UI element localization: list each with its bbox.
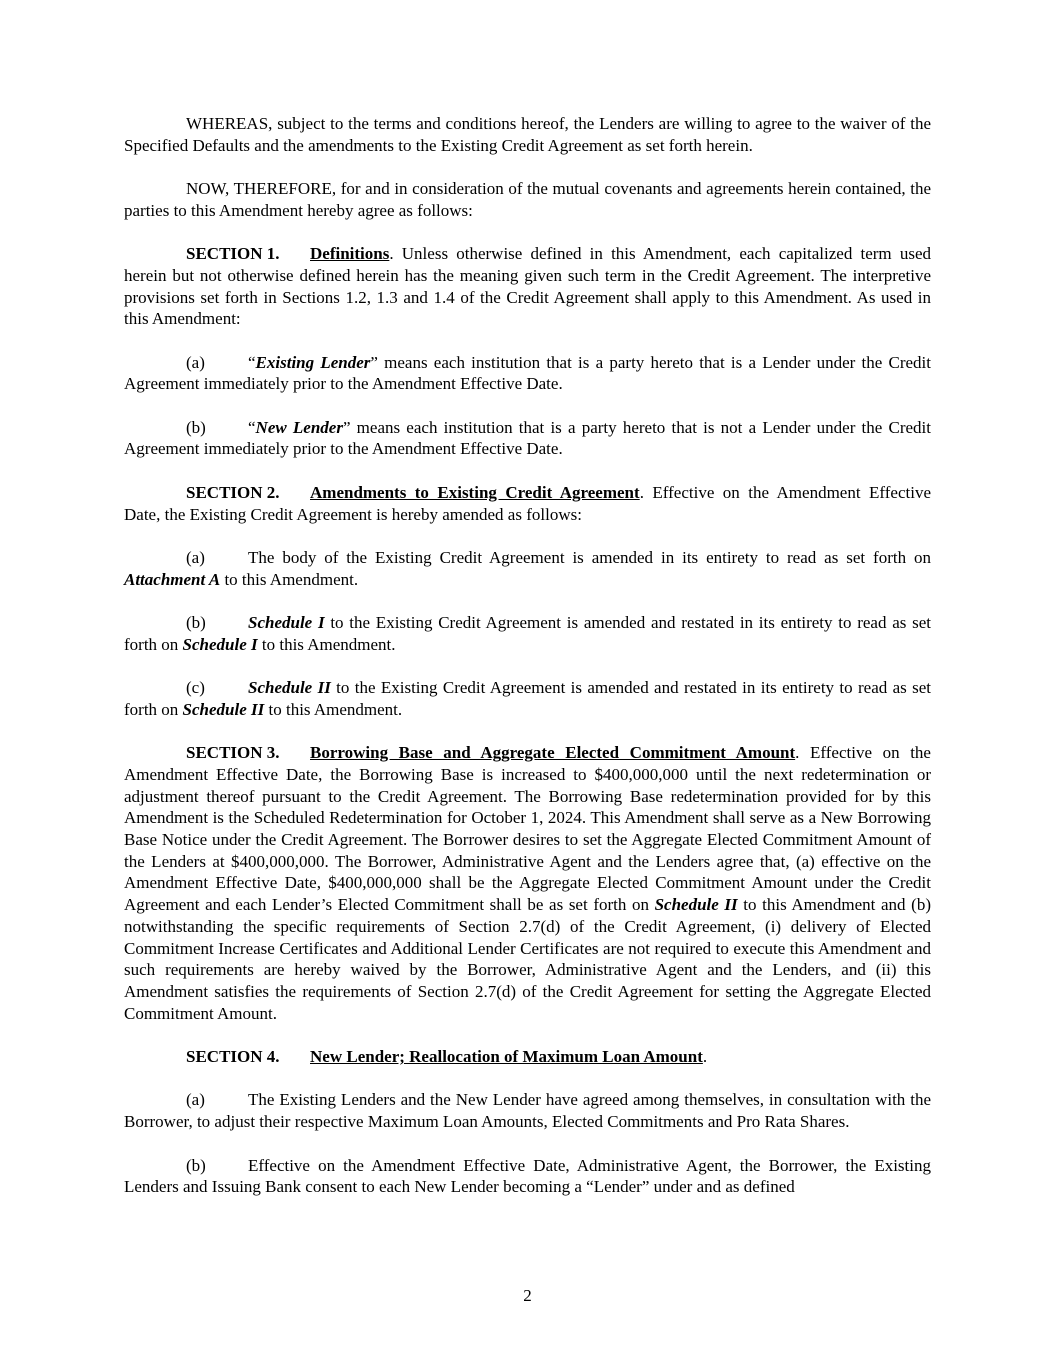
section-1-text: . Unless otherwise defined in this Amendment, each capitalized term used herein but not otherwise defined herein has the meaning given such term in the Credit Agreement. The interpretive provisions set forth in Sections 1.2, 1.3 and 1.4 of the Credit Agreement shall apply to this Amendment. As used in this Amendment: (124, 244, 931, 329)
section-2-label: SECTION 2. (186, 482, 280, 502)
section-4-label: SECTION 4. (186, 1047, 280, 1067)
section-4-b-paragraph (124, 1155, 931, 1198)
section-2-a-marker: (a) (186, 547, 205, 567)
section-3-text-2: to this Amendment and (b) notwithstanding the specific requirements of Section 2.7(d) of the Credit Agreement, (i) delivery of Elected Commitment Increase Certificates and Additional Lender Certificates are not required to execute this Amendment and such requirements are hereby waived by the Borrower, Administrative Agent and the Lenders, and (ii) this Amendment satisfies the requirements of Section 2.7(d) of the Credit Agreement for setting the Aggregate Elected Commitment Amount. (124, 895, 931, 1023)
section-1-b-open-quote: “ (248, 417, 256, 437)
section-4-a-paragraph (124, 1089, 931, 1132)
section-2-c-paragraph (124, 677, 931, 720)
schedule-i-term: Schedule I (248, 613, 325, 633)
section-2-c-marker: (c) (186, 678, 205, 698)
section-4-b-marker: (b) (186, 1155, 206, 1175)
section-3-text-1: . Effective on the Amendment Effective Date, the Borrowing Base is increased to $400,000,000 until the next redetermination or adjustment thereof pursuant to the Credit Agreement. The Borrowing Base redetermination provided for by this Amendment is the Scheduled Redetermination for October 1, 2024. This Amendment shall serve as a New Borrowing Base Notice under the Credit Agreement. The Borrower desires to set the Aggregate Elected Commitment Amount of the Lenders at $400,000,000. The Borrower, Administrative Agent and the Lenders agree that, (a) effective on the Amendment Effective Date, $400,000,000 shall be the Aggregate Elected Commitment Amount under the Credit Agreement and each Lender’s Elected Commitment shall be as set forth on (124, 743, 931, 915)
section-2-a-text-1: The body of the Existing Credit Agreement is amended in its entirety to read as set forth on (248, 547, 931, 567)
section-1-a-marker: (a) (186, 352, 205, 372)
section-1-paragraph (124, 243, 931, 330)
section-2-heading: Amendments to Existing Credit Agreement (310, 482, 640, 502)
section-2-paragraph (124, 482, 931, 525)
section-3-paragraph (124, 742, 931, 1024)
section-2-c-text-2: to this Amendment. (264, 699, 403, 719)
existing-lender-term: Existing Lender (255, 352, 371, 372)
section-1-a-paragraph (124, 352, 931, 395)
document-page (124, 113, 931, 1220)
attachment-a-term: Attachment A (124, 569, 221, 589)
new-lender-term: New Lender (255, 417, 343, 437)
section-4-period: . (702, 1047, 708, 1067)
section-3-label: SECTION 3. (186, 743, 280, 763)
now-therefore-paragraph: NOW, THEREFORE, for and in consideration of the mutual covenants and agreements herein contained, the parties to this Amendment hereby agree as follows: (124, 179, 931, 220)
section-2-a-paragraph (124, 547, 931, 590)
section-2-b-marker: (b) (186, 613, 206, 633)
section-1-heading: Definitions (310, 244, 390, 264)
section-1-b-paragraph (124, 417, 931, 460)
section-2-b-text-1: to the Existing Credit Agreement is amended and restated in its entirety to read as set forth on (124, 613, 931, 654)
section-3-heading: Borrowing Base and Aggregate Elected Commitment Amount (310, 743, 796, 763)
section-1-label: SECTION 1. (186, 244, 280, 264)
section-4-b-text: Effective on the Amendment Effective Date, Administrative Agent, the Borrower, the Existing Lenders and Issuing Bank consent to each New Lender becoming a “Lender” under and as defined (124, 1155, 931, 1197)
schedule-ii-term-3: Schedule II (654, 895, 738, 915)
section-2-c-text-1: to the Existing Credit Agreement is amended and restated in its entirety to read as set forth on (124, 678, 931, 719)
section-1-b-text: ” means each institution that is a party hereto that is not a Lender under the Credit Agreement immediately prior to the Amendment Effective Date. (124, 417, 931, 459)
page-number: 2 (523, 1286, 532, 1305)
section-1-a-open-quote: “ (248, 352, 256, 372)
schedule-ii-term: Schedule II (248, 678, 331, 698)
section-2-b-paragraph (124, 612, 931, 655)
schedule-ii-term-2: Schedule II (182, 699, 265, 719)
section-4-paragraph (124, 1046, 931, 1068)
section-1-b-marker: (b) (186, 417, 206, 437)
section-1-a-text: ” means each institution that is a party hereto that is a Lender under the Credit Agreement immediately prior to the Amendment Effective Date. (124, 352, 931, 394)
section-2-text: . Effective on the Amendment Effective Date, the Existing Credit Agreement is hereby amended as follows: (124, 482, 931, 524)
schedule-i-term-2: Schedule I (182, 634, 258, 654)
whereas-paragraph: WHEREAS, subject to the terms and conditions hereof, the Lenders are willing to agree to the waiver of the Specified Defaults and the amendments to the Existing Credit Agreement as set forth herein. (124, 114, 931, 155)
section-2-a-text-2: to this Amendment. (220, 569, 359, 589)
section-4-a-marker: (a) (186, 1090, 205, 1110)
section-4-a-text: The Existing Lenders and the New Lender have agreed among themselves, in consultation with the Borrower, to adjust their respective Maximum Loan Amounts, Elected Commitments and Pro Rata Shares. (124, 1090, 931, 1132)
section-4-heading: New Lender; Reallocation of Maximum Loan Amount (310, 1047, 703, 1067)
section-2-b-text-2: to this Amendment. (257, 634, 396, 654)
